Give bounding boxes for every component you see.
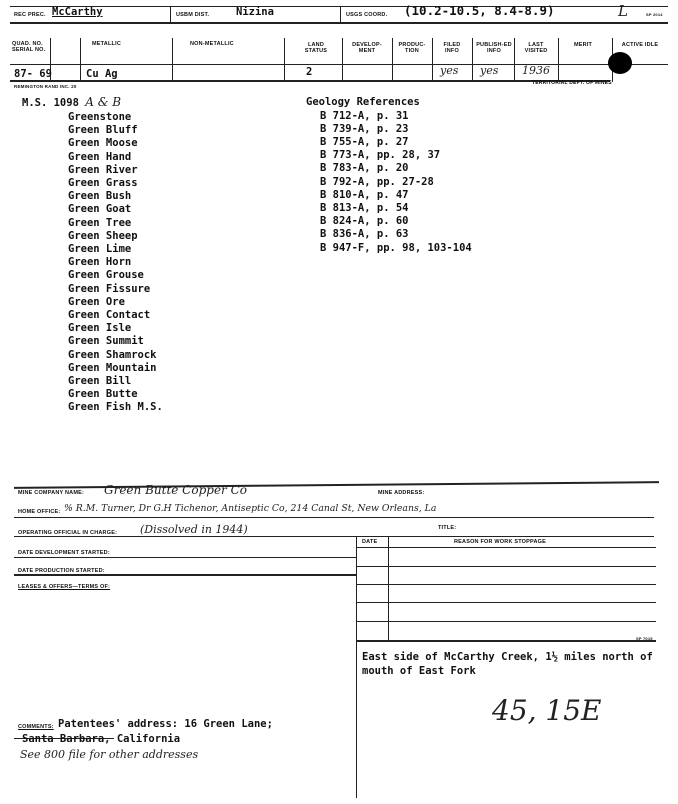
operating-official-value: (Dissolved in 1944) <box>140 523 248 536</box>
mine-address-label: MINE ADDRESS: <box>378 490 425 496</box>
claim-item: Green Fissure <box>68 282 151 295</box>
claim-item: Green Isle <box>68 322 132 335</box>
claim-item: Greenstone <box>68 111 132 123</box>
claim-item: Green Sheep <box>68 229 138 242</box>
title-label: TITLE: <box>438 525 457 531</box>
claim-item: Green Moose <box>68 137 138 150</box>
col-land-status: LAND STATUS <box>304 42 328 54</box>
row-metallic: Cu Ag <box>86 68 118 80</box>
reference-item: B 836-A, p. 63 <box>320 228 409 241</box>
comments-label: COMMENTS: <box>18 724 54 730</box>
claim-item: Green Bill <box>68 375 132 388</box>
comments-line-2: Santa Barbara, California <box>22 733 181 745</box>
claim-item: Green Grass <box>68 177 138 190</box>
reference-item: B 792-A, pp. 27-28 <box>320 175 434 188</box>
claim-item: Green Fish M.S. <box>68 401 163 414</box>
rec-prec-value: McCarthy <box>52 6 103 18</box>
claim-item: Green Hand <box>68 150 132 163</box>
form-number: SP 2014 <box>646 12 663 17</box>
row-quad-serial: 87- 69 <box>14 68 52 80</box>
ms-hand: A & B <box>85 95 122 109</box>
col-quad-serial: QUAD. NO. SERIAL NO. <box>12 41 46 53</box>
reference-item: B 773-A, pp. 28, 37 <box>320 149 441 162</box>
rec-prec-label: REC PREC. <box>14 12 46 18</box>
mine-company-label: MINE COMPANY NAME: <box>18 490 85 496</box>
home-office-label: HOME OFFICE: <box>18 509 61 515</box>
reference-item: B 813-A, p. 54 <box>320 201 409 214</box>
reference-item: B 739-A, p. 23 <box>320 122 409 135</box>
claim-item: Green Bush <box>68 190 132 203</box>
mine-company-value: Green Butte Copper Co <box>104 483 248 497</box>
ink-blot <box>608 52 632 74</box>
under-left-text: REMINGTON RAND INC. 20 <box>14 84 77 89</box>
claim-item: Green Tree <box>68 216 132 229</box>
col-merit: MERIT <box>574 42 593 48</box>
claim-item: Green Butte <box>68 388 138 401</box>
claim-item: Green Summit <box>68 335 144 348</box>
comments-handwritten: See 800 file for other addresses <box>20 748 199 761</box>
prod-started-label: DATE PRODUCTION STARTED: <box>18 568 105 574</box>
form-number-2: SP 7015 <box>636 636 653 641</box>
reference-list <box>320 110 472 255</box>
col-production: PRODUC-TION <box>398 42 426 54</box>
claim-item: Green Ore <box>68 295 125 308</box>
date-col-label: DATE <box>362 539 378 545</box>
usbm-dist-value: Nizina <box>236 6 274 18</box>
col-development: DEVELOP-MENT <box>352 42 382 54</box>
corner-mark: L <box>618 2 628 20</box>
reference-item: B 783-A, p. 20 <box>320 162 409 175</box>
claim-item: Green Mountain <box>68 361 157 374</box>
ms-line <box>22 96 121 110</box>
usbm-dist-label: USBM DIST. <box>176 12 210 18</box>
claim-item: Green River <box>68 163 138 176</box>
usgs-coord-value: (10.2-10.5, 8.4-8.9) <box>404 3 555 18</box>
operating-official-label: OPERATING OFFICIAL IN CHARGE: <box>18 530 118 536</box>
claim-item: Green Lime <box>68 243 132 256</box>
col-published-info: PUBLISH-ED INFO <box>476 42 512 54</box>
claim-item: Green Bluff <box>68 124 138 137</box>
claim-item: Green Grouse <box>68 269 144 282</box>
col-metallic: METALLIC <box>92 41 121 47</box>
claim-item: Green Contact <box>68 309 151 322</box>
claim-item: Green Shamrock <box>68 348 157 361</box>
row-filed-info: yes <box>440 64 459 77</box>
comments-line-1: Patentees' address: 16 Green Lane; <box>58 718 273 730</box>
reference-item: B 810-A, p. 47 <box>320 188 409 201</box>
row-published-info: yes <box>480 64 499 77</box>
ms-label: M.S. 1098 <box>22 97 79 109</box>
location-text: East side of McCarthy Creek, 1½ miles north of mouth of East Fork <box>362 651 653 677</box>
row-last-visited: 1936 <box>522 64 550 77</box>
reference-item: B 824-A, p. 60 <box>320 215 409 228</box>
home-office-value: % R.M. Turner, Dr G.H Tichenor, Antiseptic Co, 214 Canal St, New Orleans, La <box>64 503 437 514</box>
reference-item: B 947-F, pp. 98, 103-104 <box>320 241 472 254</box>
col-filed-info: FILED INFO <box>443 42 461 54</box>
col-non-metallic: NON-METALLIC <box>190 41 234 47</box>
reason-col-label: REASON FOR WORK STOPPAGE <box>454 539 546 545</box>
usgs-coord-label: USGS COORD. <box>346 12 388 18</box>
col-active-idle: ACTIVE IDLE <box>621 42 659 48</box>
reference-item: B 755-A, p. 27 <box>320 135 409 148</box>
col-last-visited: LAST VISITED <box>524 42 548 54</box>
claim-list <box>68 111 163 415</box>
dev-started-label: DATE DEVELOPMENT STARTED: <box>18 550 110 556</box>
under-right-text: TERRITORIAL DEPT. OF MINES <box>532 80 612 86</box>
row-land-status: 2 <box>306 66 313 78</box>
leases-label: LEASES & OFFERS—TERMS OF: <box>18 584 111 590</box>
claim-item: Green Goat <box>68 203 132 216</box>
reference-item: B 712-A, p. 31 <box>320 109 409 122</box>
geology-title: Geology References <box>306 96 420 108</box>
big-handwritten-note: 45, 15E <box>492 694 602 727</box>
claim-item: Green Horn <box>68 256 132 269</box>
